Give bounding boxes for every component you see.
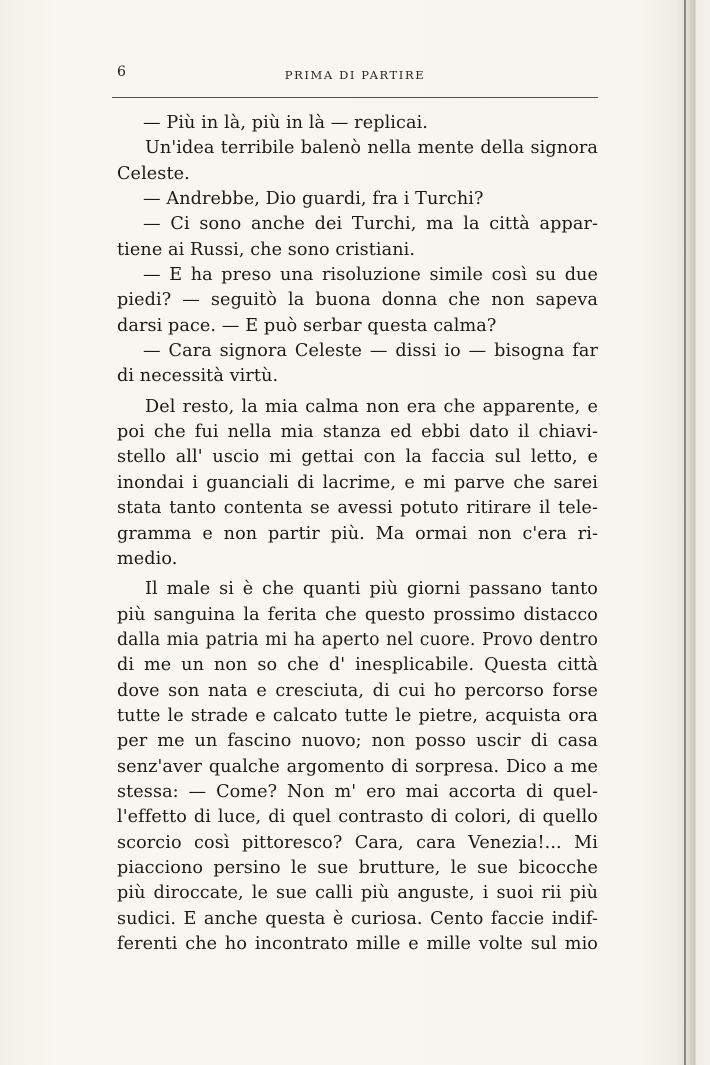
running-title: PRIMA DI PARTIRE — [284, 68, 426, 82]
text-line: poi che fui nella mia stanza ed ebbi dato il chiavi- — [117, 422, 598, 443]
text-line: tiene ai Russi, che sono cristiani. — [117, 239, 416, 260]
text-line: di necessità virtù. — [117, 366, 279, 387]
header-rule — [112, 97, 598, 98]
body-text — [117, 111, 598, 957]
text-line: dalla mia patria mi ha aperto nel cuore. Provo dentro — [117, 629, 598, 650]
text-line: darsi pace. — E può serbar questa calma? — [117, 315, 497, 336]
text-line: più diroccate, le sue calli più anguste, i suoi rii più — [117, 883, 598, 904]
text-line: tutte le strade e calcato tutte le pietre, acquista ora — [117, 705, 598, 726]
page-number: 6 — [117, 64, 126, 80]
text-line: più sanguina la ferita che questo prossimo distacco — [117, 604, 598, 625]
text-line: sudici. E anche questa è curiosa. Cento faccie indif- — [117, 908, 598, 929]
page-edge-line — [684, 0, 686, 1065]
text-line: stessa: — Come? Non m' ero mai accorta di quel- — [117, 781, 598, 802]
text-line: gramma e non partir più. Ma ormai non c'era ri- — [117, 523, 598, 544]
text-line: medio. — [117, 548, 178, 569]
text-line: — Andrebbe, Dio guardi, fra i Turchi? — [143, 189, 484, 210]
page-gutter-shadow — [676, 0, 710, 1065]
text-line: Il male si è che quanti più giorni passano tanto — [145, 579, 598, 600]
text-line: stello all' uscio mi gettai con la faccia sul letto, e — [117, 447, 598, 468]
text-line: per me un fascino nuovo; non posso uscir di casa — [117, 731, 598, 752]
page-header — [112, 62, 598, 92]
text-line: — E ha preso una risoluzione simile così su due — [143, 265, 598, 286]
text-line: inondai i guanciali di lacrime, e mi parve che sarei — [117, 472, 598, 493]
text-line: stata tanto contenta se avessi potuto ritirare il tele- — [117, 498, 598, 519]
text-line: senz'aver qualche argomento di sorpresa. Dico a me — [117, 756, 598, 777]
text-line: l'effetto di luce, di quel contrasto di colori, di quello — [117, 807, 598, 828]
text-line: — Cara signora Celeste — dissi io — bisogna far — [143, 341, 598, 362]
text-line: piedi? — seguitò la buona donna che non sapeva — [117, 290, 598, 311]
text-line: Celeste. — [117, 163, 190, 184]
text-line: — Più in là, più in là — replicai. — [143, 113, 428, 133]
text-line: piacciono persino le sue brutture, le sue bicocche — [117, 857, 598, 878]
text-line: di me un non so che d' inesplicabile. Questa città — [117, 655, 598, 676]
text-line: Un'idea terribile balenò nella mente della signora — [145, 138, 598, 159]
text-line: scorcio così pittoresco? Cara, cara Venezia!... Mi — [117, 832, 598, 853]
text-line: dove son nata e cresciuta, di cui ho percorso forse — [117, 680, 598, 701]
text-line: ferenti che ho incontrato mille e mille volte sul mio — [117, 934, 598, 954]
text-line: — Ci sono anche dei Turchi, ma la città appar- — [143, 214, 598, 235]
text-line: Del resto, la mia calma non era che apparente, e — [145, 396, 598, 417]
